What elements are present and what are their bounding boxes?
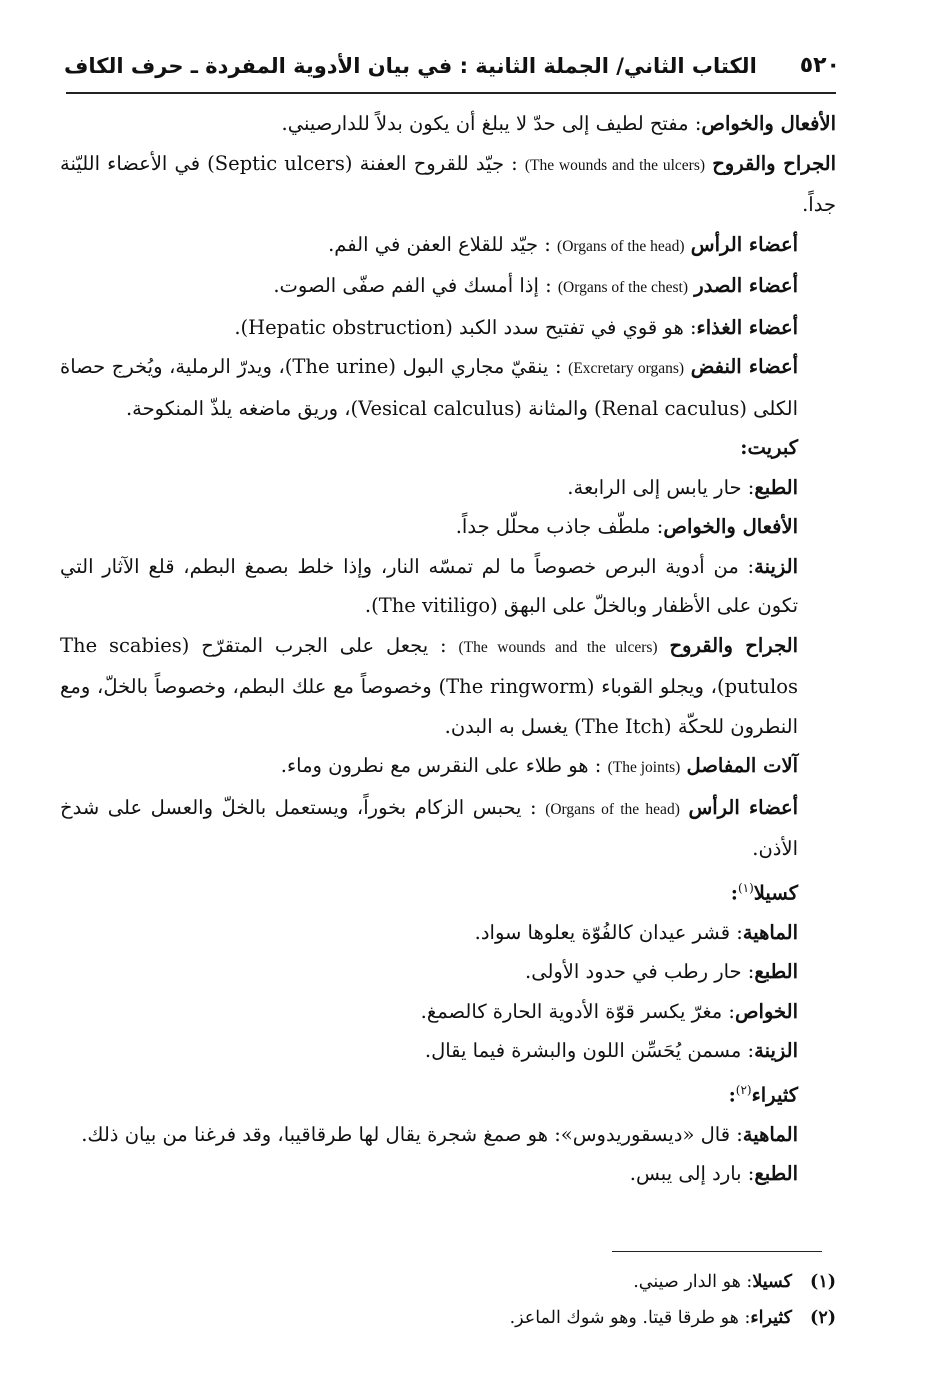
entry-paragraph (60, 507, 836, 547)
entry-paragraph (60, 992, 836, 1032)
entry-text: : مسمن يُحَسِّن اللون والبشرة فيما يقال. (424, 1039, 755, 1062)
entry-text: : يحبس الزكام بخوراً، ويستعمل بالخلّ والعسل على شدخ الأذن. (60, 795, 798, 860)
entry-text: : جيّد للقلاع العفن في الفم. (328, 232, 551, 256)
entry-text: : ملطّف جاذب محلّل جداً. (455, 515, 664, 538)
footnote (60, 1300, 836, 1336)
english-term: (Excretary organs) (568, 360, 685, 377)
entry-text: : (730, 881, 738, 904)
entry-heading: الزينة (754, 554, 798, 578)
footnote-marker[interactable]: (٢) (735, 1082, 752, 1097)
entry-paragraph (60, 347, 836, 428)
footnote-rule (612, 1251, 822, 1252)
entry-text: : إذا أمسك في الفم صفّى الصوت. (273, 274, 552, 297)
english-term: (Organs of the head) (545, 800, 680, 818)
entry-paragraph (60, 746, 836, 788)
entry-paragraph (60, 468, 836, 508)
entry-heading: أعضاء الرأس (688, 795, 799, 819)
entry-text: : يجعل على الجرب المتقرّح (The scabies putulos)، ويجلو القوباء (The ringworm) وخصوصاً مع علك البطم، وخصوصاً بالخلّ، ومع النطرون للحكّة (The Itch) يغسل به البدن. (60, 633, 798, 738)
entry-paragraph (60, 1031, 836, 1071)
entry-paragraph (60, 626, 836, 747)
entry-paragraph (60, 788, 836, 869)
footnote-term: كثيراء (750, 1308, 792, 1328)
entry-heading: أعضاء النفض (690, 355, 798, 378)
drug-heading (60, 869, 836, 913)
entry-text: : قال «ديسقوريدوس»: هو صمغ شجرة يقال لها طرقاقيبا، وقد فرغنا من بيان ذلك. (81, 1122, 743, 1146)
entry-text: : (728, 1083, 736, 1106)
footnote-marker[interactable]: (١) (737, 880, 754, 895)
english-term: (The wounds and the ulcers) (524, 156, 706, 174)
entry-text: : مفتح لطيف إلى حدّ لا يبلغ أن يكون بدلاً للدارصيني. (281, 112, 702, 135)
entry-paragraph (60, 144, 836, 225)
entry-text: : حار يابس إلى الرابعة. (567, 475, 755, 499)
entry-heading: الجراح والقروح (669, 633, 799, 657)
entry-paragraph (60, 104, 836, 144)
drug-name: كبريت (747, 436, 798, 459)
entry-text: : حار رطب في حدود الأولى. (525, 960, 755, 983)
footnotes (60, 1264, 836, 1336)
entry-heading: الخواص (734, 999, 798, 1023)
running-title: الكتاب الثاني/ الجملة الثانية : في بيان الأدوية المفردة ـ حرف الكاف (64, 54, 757, 78)
entry-paragraph (60, 308, 836, 348)
entry-paragraph (60, 547, 836, 626)
header-rule (66, 92, 836, 94)
entry-text: : هو طلاء على النقرس مع نطرون وماء. (280, 754, 602, 777)
entry-text: : (740, 436, 748, 459)
footnote-text: : هو الدار صيني. (633, 1272, 753, 1292)
footnote-text: : هو طرقا قيتا. وهو شوك الماعز. (509, 1308, 751, 1328)
drug-heading (60, 428, 836, 468)
footnote-number: (٢) (810, 1308, 836, 1328)
english-term: (Organs of the head) (557, 237, 685, 255)
entry-heading: الماهية (742, 920, 798, 944)
footnote-number: (١) (810, 1272, 836, 1292)
entry-text: : قشر عيدان كالفُوّة يعلوها سواد. (474, 920, 743, 944)
entry-text: : ينقيّ مجاري البول (The urine)، ويدرّ الرملية، ويُخرج حصاة الكلى (Renal caculus) والمثانة (Vesical calculus)، وريق ماضغه يلذّ المنكوحة. (60, 355, 798, 420)
entry-paragraph (60, 1154, 836, 1194)
entry-paragraph (60, 1115, 836, 1155)
english-term: (The joints) (607, 759, 681, 776)
entry-paragraph (60, 913, 836, 953)
footnote (60, 1264, 836, 1300)
entry-heading: الأفعال والخواص (701, 112, 836, 135)
entry-text: : هو قوي في تفتيح سدد الكبد (Hepatic obstruction). (234, 315, 697, 339)
page-header (64, 38, 840, 78)
entry-heading: الأفعال والخواص (663, 515, 798, 538)
footnote-term: كسيلا (752, 1272, 792, 1292)
entry-heading: الطبع (754, 1162, 798, 1185)
entry-heading: أعضاء الرأس (690, 232, 798, 256)
entry-text: : بارد إلى يبس. (629, 1162, 755, 1185)
page-number: ٥٢٠ (799, 53, 840, 78)
entry-heading: الطبع (754, 960, 798, 983)
entry-heading: أعضاء الصدر (694, 274, 798, 297)
entry-text: : جيّد للقروح العفنة (Septic ulcers) في الأعضاء الليّنة جداً. (60, 151, 836, 216)
entry-heading: الزينة (754, 1039, 798, 1062)
entry-paragraph (60, 266, 836, 308)
entry-heading: أعضاء الغذاء (696, 315, 798, 339)
entry-paragraph (60, 225, 836, 267)
english-term: (Organs of the chest) (557, 279, 688, 296)
drug-name: كسيلا (753, 881, 798, 904)
entry-text: : مغرّ يكسر قوّة الأدوية الحارة كالصمغ. (420, 999, 735, 1023)
entry-text: : من أدوية البرص خصوصاً ما لم تمسّه النار، وإذا خلط بصمغ البطم، قلع الآثار التي تكون على الأظفار وبالخلّ على البهق (The vitiligo). (60, 554, 798, 617)
page-body (60, 104, 836, 1194)
drug-name: كثيراء (751, 1083, 798, 1106)
english-term: (The wounds and the ulcers) (458, 638, 658, 656)
entry-heading: الماهية (742, 1122, 798, 1146)
drug-heading (60, 1071, 836, 1115)
entry-heading: الطبع (754, 475, 798, 499)
entry-paragraph (60, 952, 836, 992)
entry-heading: الجراح والقروح (712, 151, 837, 175)
entry-heading: آلات المفاصل (686, 754, 798, 777)
